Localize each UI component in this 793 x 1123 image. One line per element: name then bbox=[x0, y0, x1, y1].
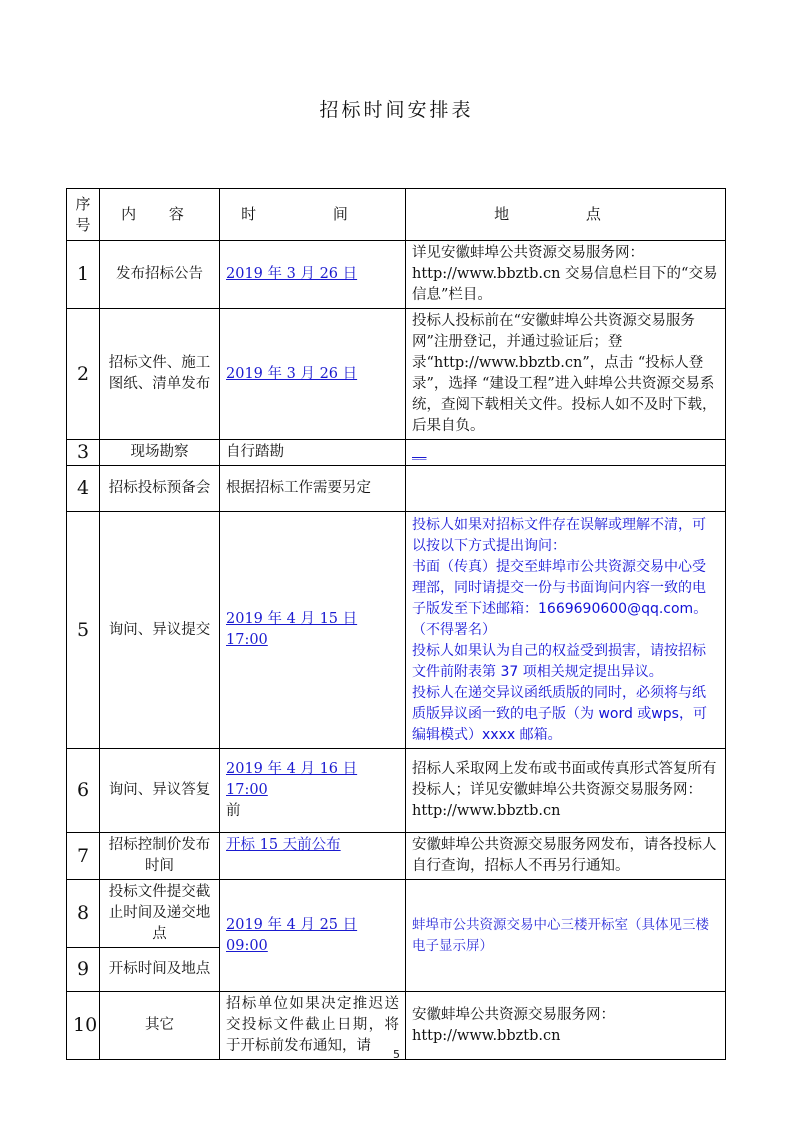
row-content: 招标文件、施工图纸、清单发布 bbox=[100, 309, 220, 440]
row-number: 7 bbox=[67, 833, 100, 880]
row-content: 其它 bbox=[100, 992, 220, 1060]
header-time: 时 间 bbox=[220, 189, 406, 241]
row-number: 6 bbox=[67, 749, 100, 833]
row-number: 3 bbox=[67, 440, 100, 466]
row-number: 5 bbox=[67, 512, 100, 749]
row-number: 9 bbox=[67, 948, 100, 992]
table-row bbox=[67, 512, 726, 749]
table-row bbox=[67, 749, 726, 833]
time-link[interactable]: 2019 年 3 月 26 日 bbox=[226, 266, 358, 282]
row-number: 4 bbox=[67, 466, 100, 512]
page-title: 招标时间安排表 bbox=[319, 99, 474, 121]
schedule-table bbox=[66, 188, 726, 1060]
row-time bbox=[220, 749, 406, 833]
row-time bbox=[220, 833, 406, 880]
row-content: 询问、异议答复 bbox=[100, 749, 220, 833]
objection-submission-paragraph: 投标人在递交异议函纸质版的同时，必须将与纸质版异议函一致的电子版（为 word 或wps，可编辑模式）xxxx 邮箱。 bbox=[412, 684, 707, 743]
row-time: 自行踏勘 bbox=[220, 440, 406, 466]
time-link[interactable]: 2019 年 4 月 15 日 17:00 bbox=[226, 611, 358, 648]
row-time bbox=[220, 309, 406, 440]
time-link[interactable]: 2019 年 4 月 25 日 09:00 bbox=[226, 916, 358, 954]
row-time bbox=[220, 512, 406, 749]
row-content: 开标时间及地点 bbox=[100, 948, 220, 992]
row-location bbox=[406, 466, 726, 512]
location-link[interactable]: __ bbox=[412, 444, 427, 460]
row-time: 根据招标工作需要另定 bbox=[220, 466, 406, 512]
objection-paragraph: 投标人如果认为自己的权益受到损害，请按招标文件前附表第 37 项相关规定提出异议。 bbox=[412, 642, 706, 680]
row-number: 1 bbox=[67, 241, 100, 309]
row-location: 详见安徽蚌埠公共资源交易服务网：http://www.bbztb.cn 交易信息栏目下的“交易信息”栏目。 bbox=[406, 241, 726, 309]
table-row bbox=[67, 833, 726, 880]
row-location: 安徽蚌埠公共资源交易服务网发布，请各投标人自行查询，招标人不再另行通知。 bbox=[406, 833, 726, 880]
table-row bbox=[67, 440, 726, 466]
time-suffix: 前 bbox=[226, 803, 241, 819]
page-number: 5 bbox=[393, 1048, 400, 1061]
row-content: 发布招标公告 bbox=[100, 241, 220, 309]
header-location: 地 点 bbox=[406, 189, 726, 241]
row-content: 招标控制价发布时间 bbox=[100, 833, 220, 880]
header-row bbox=[67, 189, 726, 241]
row-content: 询问、异议提交 bbox=[100, 512, 220, 749]
row-time: 招标单位如果决定推迟送交投标文件截止日期，将于开标前发布通知，请 bbox=[220, 992, 406, 1060]
row-location bbox=[406, 440, 726, 466]
row-number: 8 bbox=[67, 880, 100, 948]
row-content: 招标投标预备会 bbox=[100, 466, 220, 512]
row-location: 安徽蚌埠公共资源交易服务网：http://www.bbztb.cn bbox=[406, 992, 726, 1060]
row-content: 投标文件提交截止时间及递交地点 bbox=[100, 880, 220, 948]
row-time bbox=[220, 880, 406, 992]
row-time bbox=[220, 241, 406, 309]
table-row bbox=[67, 309, 726, 440]
row-number: 2 bbox=[67, 309, 100, 440]
time-link[interactable]: 2019 年 3 月 26 日 bbox=[226, 365, 358, 382]
inquiry-paragraph: 投标人如果对招标文件存在误解或理解不清，可以按以下方式提出询问： bbox=[412, 516, 706, 554]
table-row bbox=[67, 241, 726, 309]
row-location: 投标人投标前在“安徽蚌埠公共资源交易服务网”注册登记，并通过验证后；登录“http://www.bbztb.cn”，点击 “投标人登录”，选择 “建设工程”进入蚌埠公共资源交易系统，查阅下载相关文件。投标人如不及时下载，后果自负。 bbox=[406, 309, 726, 440]
header-content: 内 容 bbox=[100, 189, 220, 241]
row-location bbox=[406, 512, 726, 749]
row-content: 现场勘察 bbox=[100, 440, 220, 466]
header-no: 序号 bbox=[67, 189, 100, 241]
table-row bbox=[67, 466, 726, 512]
time-link[interactable]: 2019 年 4 月 16 日 17:00 bbox=[226, 761, 358, 798]
row-number: 10 bbox=[67, 992, 100, 1060]
table-row bbox=[67, 880, 726, 948]
time-link[interactable]: 开标 15 天前公布 bbox=[226, 837, 341, 853]
row-location: 蚌埠市公共资源交易中心三楼开标室（具体见三楼电子显示屏） bbox=[406, 880, 726, 992]
row-location: 招标人采取网上发布或书面或传真形式答复所有投标人；详见安徽蚌埠公共资源交易服务网：http://www.bbztb.cn bbox=[406, 749, 726, 833]
inquiry-method-paragraph: 书面（传真）提交至蚌埠市公共资源交易中心受理部，同时请提交一份与书面询问内容一致的电子版发至下述邮箱：1669690600@qq.com。（不得署名） bbox=[412, 558, 708, 638]
